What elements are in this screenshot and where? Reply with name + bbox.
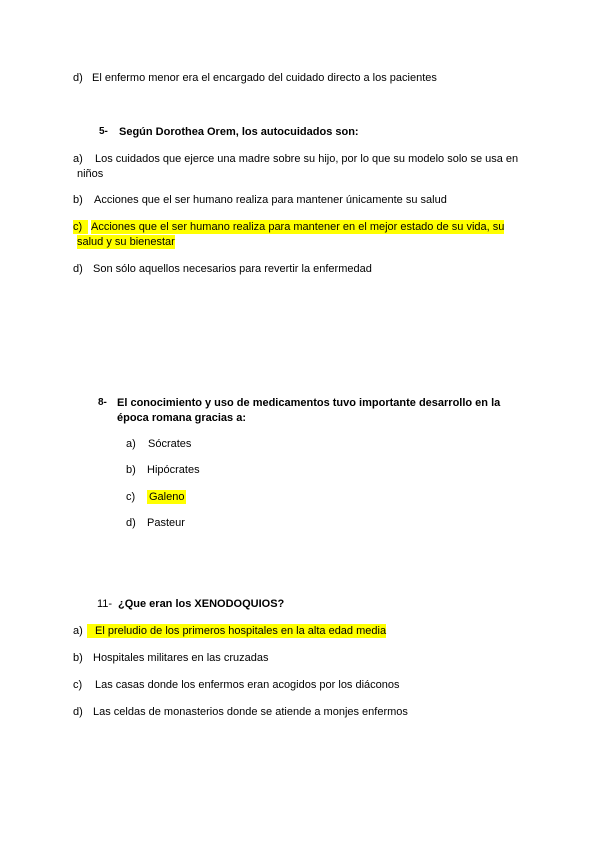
option-letter: b) <box>73 194 83 206</box>
option-text: Acciones que el ser humano realiza para mantener en el mejor estado de su vida, su <box>91 221 505 233</box>
option-text: Hospitales militares en las cruzadas <box>93 652 269 664</box>
option-text: niños <box>77 168 104 180</box>
option-text: Pasteur <box>147 517 185 529</box>
option-text: Hipócrates <box>147 464 200 476</box>
option-text: Las celdas de monasterios donde se atiende a monjes enfermos <box>93 706 408 718</box>
option-text: Acciones que el ser humano realiza para mantener únicamente su salud <box>94 194 447 206</box>
question-text: Según Dorothea Orem, los autocuidados son: <box>119 126 359 138</box>
option-letter: c) <box>126 491 136 503</box>
option-letter: c) <box>73 220 88 234</box>
option-text: salud y su bienestar <box>77 236 175 248</box>
question-number: 11- <box>97 598 113 610</box>
option-text: Galeno <box>149 491 185 503</box>
option-letter: b) <box>73 652 83 664</box>
option-letter: a) <box>126 438 136 450</box>
option-letter: d) <box>126 517 136 529</box>
option-letter: d) <box>73 263 83 275</box>
question-text: ¿Que eran los XENODOQUIOS? <box>118 598 285 610</box>
option-text: Sócrates <box>148 438 192 450</box>
question-text: El conocimiento y uso de medicamentos tuvo importante desarrollo en la <box>117 397 501 409</box>
question-text: época romana gracias a: <box>117 412 247 424</box>
option-text: El enfermo menor era el encargado del cuidado directo a los pacientes <box>92 72 437 84</box>
question-number: 5- <box>99 126 108 137</box>
option-letter: a) <box>73 625 83 637</box>
option-letter: c) <box>73 679 83 691</box>
option-text: El preludio de los primeros hospitales en la alta edad media <box>87 624 386 638</box>
question-number: 8- <box>98 397 107 408</box>
option-letter: b) <box>126 464 136 476</box>
option-letter: a) <box>73 153 83 165</box>
option-text: Son sólo aquellos necesarios para revertir la enfermedad <box>93 263 372 275</box>
option-letter: d) <box>73 72 83 84</box>
option-text: Las casas donde los enfermos eran acogidos por los diáconos <box>95 679 400 691</box>
option-text: Los cuidados que ejerce una madre sobre su hijo, por lo que su modelo solo se usa en <box>95 153 519 165</box>
option-letter: d) <box>73 706 83 718</box>
